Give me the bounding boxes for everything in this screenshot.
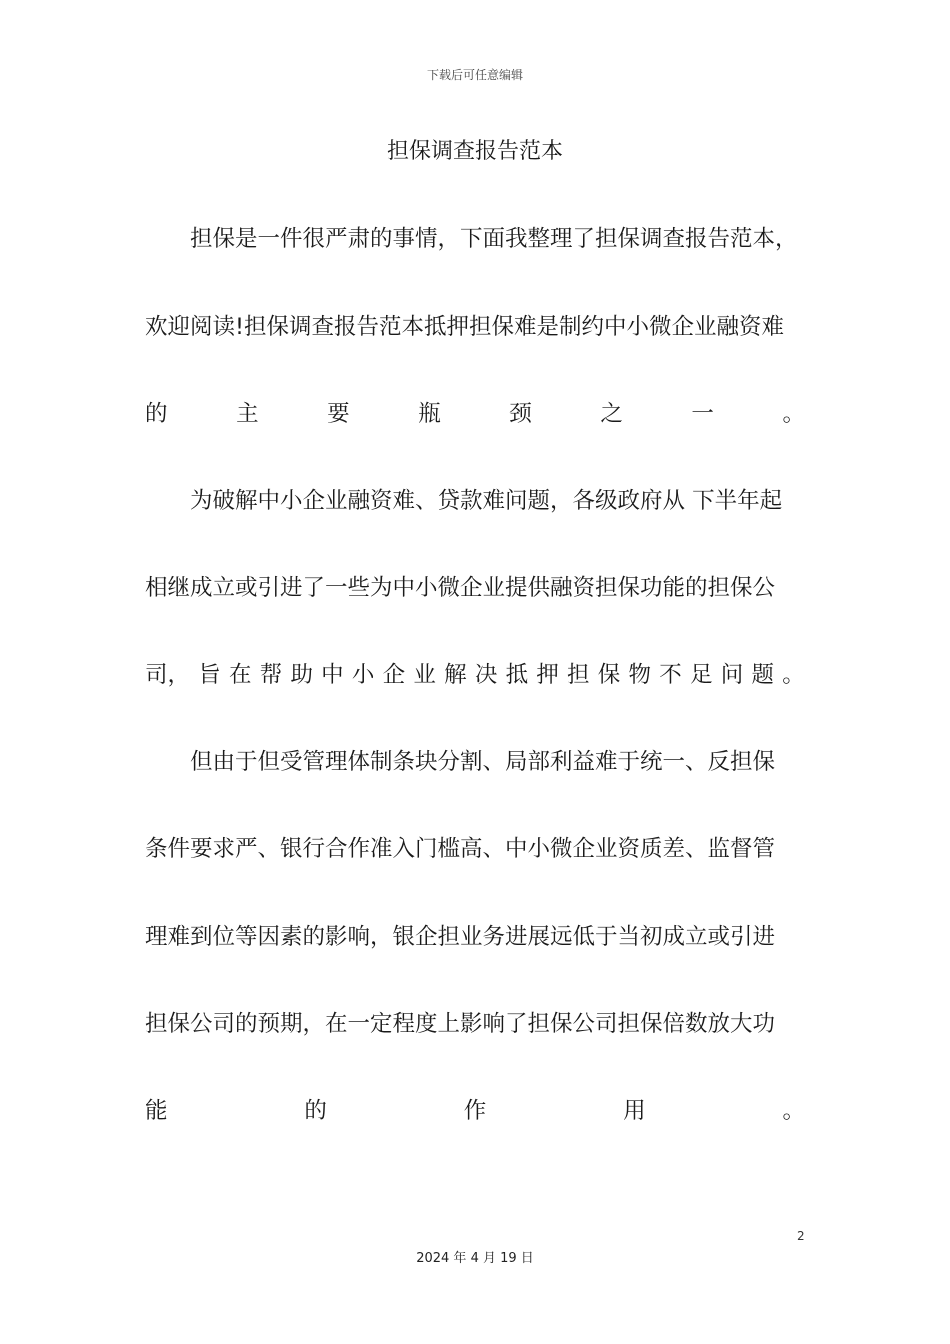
spread-char: 。 bbox=[782, 1098, 805, 1124]
spread-char: 足 bbox=[689, 662, 713, 688]
spread-char: 押 bbox=[536, 662, 559, 688]
spread-char: 抵 bbox=[505, 662, 529, 688]
spread-char: 企 bbox=[382, 662, 406, 688]
spread-char: 解 bbox=[444, 662, 467, 688]
spread-char: 一 bbox=[691, 401, 714, 427]
spread-char: 题 bbox=[751, 662, 774, 688]
paragraph-line-9: 理难到位等因素的影响，银企担业务进展远低于当初成立或引进 bbox=[145, 924, 776, 950]
spread-char: 担 bbox=[567, 662, 590, 688]
spread-char: 保 bbox=[597, 662, 621, 688]
paragraph-line-7: 但由于但受管理体制条块分割、局部利益难于统一、反担保 bbox=[190, 749, 776, 775]
paragraph-line-8: 条件要求严、银行合作准入门槛高、中小微企业资质差、监督管 bbox=[145, 836, 776, 862]
spread-char: 能 bbox=[145, 1098, 168, 1124]
spread-char: 不 bbox=[659, 662, 682, 688]
footer-date: 2024 年 4 月 19 日 bbox=[416, 1251, 534, 1266]
spread-char: 物 bbox=[628, 662, 652, 688]
paragraph-line-1: 担保是一件很严肃的事情，下面我整理了担保调查报告范本， bbox=[190, 226, 798, 252]
paragraph-line-4: 为破解中小企业融资难、贷款难问题，各级政府从 下半年起 bbox=[190, 488, 783, 514]
paragraph-line-11-spread bbox=[145, 1091, 805, 1131]
spread-char: 中 bbox=[321, 662, 344, 688]
page-number: 2 bbox=[797, 1229, 805, 1243]
spread-char: 。 bbox=[782, 662, 805, 688]
paragraph-line-2: 欢迎阅读!担保调查报告范本抵押担保难是制约中小微企业融资难 bbox=[145, 314, 785, 340]
spread-char: 问 bbox=[720, 662, 744, 688]
spread-char: 司， bbox=[145, 662, 191, 688]
spread-char: 帮 bbox=[259, 662, 283, 688]
paragraph-line-3-spread bbox=[145, 394, 805, 434]
spread-char: 主 bbox=[236, 401, 259, 427]
document-title: 担保调查报告范本 bbox=[386, 139, 563, 164]
header-note: 下载后可任意编辑 bbox=[426, 68, 523, 82]
spread-char: 在 bbox=[228, 662, 252, 688]
paragraph-line-10: 担保公司的预期，在一定程度上影响了担保公司担保倍数放大功 bbox=[145, 1011, 776, 1037]
spread-char: 助 bbox=[290, 662, 313, 688]
paragraph-line-5: 相继成立或引进了一些为中小微企业提供融资担保功能的担保公 bbox=[145, 575, 776, 601]
spread-char: 。 bbox=[782, 401, 805, 427]
spread-char: 瓶 bbox=[418, 401, 441, 427]
spread-char: 作 bbox=[463, 1098, 487, 1124]
spread-char: 的 bbox=[304, 1098, 327, 1124]
spread-char: 颈 bbox=[509, 401, 532, 427]
spread-char: 之 bbox=[600, 401, 623, 427]
spread-char: 的 bbox=[145, 401, 168, 427]
spread-char: 要 bbox=[327, 401, 350, 427]
paragraph-line-6-spread bbox=[145, 655, 805, 695]
spread-char: 决 bbox=[474, 662, 498, 688]
spread-char: 用 bbox=[623, 1098, 646, 1124]
spread-char: 小 bbox=[351, 662, 375, 688]
spread-char: 业 bbox=[413, 662, 436, 688]
spread-char: 旨 bbox=[198, 662, 221, 688]
